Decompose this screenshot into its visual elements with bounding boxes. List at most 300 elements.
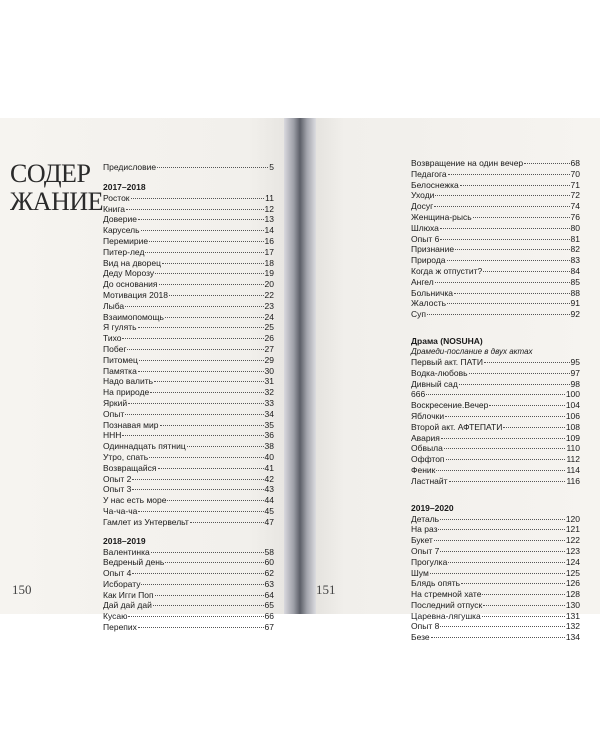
toc-entry-page: 108 <box>565 421 580 432</box>
toc-entry-page: 109 <box>565 432 580 443</box>
toc-entry <box>411 223 580 234</box>
toc-entry <box>103 517 274 528</box>
dot-leader <box>441 438 565 439</box>
dot-leader <box>427 314 570 315</box>
toc-entry <box>103 420 274 431</box>
toc-entry <box>411 298 580 309</box>
toc-entry <box>103 409 274 420</box>
toc-entry-title: Признание <box>411 244 455 255</box>
dot-leader <box>138 371 264 372</box>
toc-entry-page: 85 <box>570 276 580 287</box>
toc-entry-title: Опыт 6 <box>411 233 440 244</box>
toc-entry-page: 121 <box>565 524 580 535</box>
toc-entry-title: Досуг <box>411 201 434 212</box>
toc-entry <box>411 568 580 579</box>
toc-entry-title: Гамлет из Унтервельт <box>103 516 189 527</box>
toc-entry-page: 82 <box>570 244 580 255</box>
toc-entry <box>411 400 580 411</box>
toc-entry-page: 63 <box>264 578 274 589</box>
toc-entry-title: Ведреный день <box>103 557 165 568</box>
toc-entry-title: Взаимопомощь <box>103 311 164 322</box>
toc-entry <box>103 366 274 377</box>
dot-leader <box>159 284 264 285</box>
dot-leader <box>149 241 263 242</box>
toc-entry <box>103 376 274 387</box>
toc-entry-title: Вид на дворец <box>103 257 161 268</box>
toc-entry-page: 40 <box>264 451 274 462</box>
dot-leader <box>426 394 565 395</box>
spacer <box>411 487 580 495</box>
drama-subtitle: Драмеди-послание в двух актах <box>411 346 533 356</box>
toc-entry <box>103 247 274 258</box>
toc-entry-page: 91 <box>570 298 580 309</box>
toc-entry-page: 23 <box>264 300 274 311</box>
toc-entry-title: Блядь опять <box>411 578 461 589</box>
toc-entry <box>411 632 580 643</box>
toc-entry <box>103 344 274 355</box>
dot-leader <box>483 605 565 606</box>
dot-leader <box>436 470 565 471</box>
toc-entry-title: Водка-любовь <box>411 367 468 378</box>
toc-entry-title: На природе <box>103 387 150 398</box>
toc-entry-page: 66 <box>264 611 274 622</box>
toc-entry <box>103 312 274 323</box>
toc-entry-title: Возвращение на один вечер <box>411 158 524 168</box>
toc-entry-page: 126 <box>565 578 580 589</box>
toc-entry-page: 100 <box>565 389 580 400</box>
toc-entry-page: 128 <box>565 589 580 600</box>
dot-leader <box>503 427 564 428</box>
toc-entry <box>411 357 580 368</box>
toc-entry-title: Дивный сад <box>411 378 458 389</box>
toc-entry-page: 11 <box>265 192 274 203</box>
dot-leader <box>454 293 570 294</box>
dot-leader <box>127 349 263 350</box>
toc-entry-title: Опыт 8 <box>411 621 440 632</box>
toc-entry <box>411 600 580 611</box>
toc-entry-title: Суп <box>411 309 426 320</box>
toc-entry <box>411 201 580 212</box>
toc-entry-title: Больничка <box>411 287 454 298</box>
toc-entry-page: 80 <box>570 222 580 233</box>
toc-entry-page: 64 <box>264 589 274 600</box>
toc-entry <box>411 379 580 390</box>
dot-leader <box>132 573 263 574</box>
spacer <box>411 320 580 328</box>
toc-entry <box>103 214 274 225</box>
dot-leader <box>160 425 264 426</box>
dot-leader <box>435 282 570 283</box>
dot-leader <box>187 446 264 447</box>
toc-entry <box>411 433 580 444</box>
toc-entry-title: Первый акт. ПАТИ <box>411 356 483 367</box>
dot-leader <box>448 562 564 563</box>
toc-entry-title: Одиннадцать пятниц <box>103 441 186 452</box>
toc-entry-title: Второй акт. АФТЕПАТИ <box>411 421 503 432</box>
toc-entry-title: Последний отпуск <box>411 599 483 610</box>
dot-leader <box>155 595 264 596</box>
toc-entry-title: Ча-ча-ча <box>103 505 138 516</box>
toc-entry <box>103 484 274 495</box>
toc-entry-title: Утро, спать <box>103 451 149 462</box>
toc-entry-page: 12 <box>264 203 274 214</box>
toc-entry <box>103 430 274 441</box>
toc-entry-title: Женщина-рысь <box>411 211 472 222</box>
dot-leader <box>125 306 263 307</box>
book-gutter <box>284 118 316 614</box>
toc-entry-page: 13 <box>264 214 274 225</box>
toc-entry-title: 666 <box>411 389 426 400</box>
dot-leader <box>434 206 569 207</box>
toc-entry-page: 122 <box>565 535 580 546</box>
toc-entry-page: 104 <box>565 400 580 411</box>
toc-entry-page: 33 <box>264 397 274 408</box>
toc-entry-page: 62 <box>264 568 274 579</box>
toc-entry <box>103 225 274 236</box>
toc-entry-title: Доверие <box>103 214 137 225</box>
dot-leader <box>126 209 263 210</box>
dot-leader <box>524 163 569 164</box>
dot-leader <box>459 384 570 385</box>
toc-entry-page: 47 <box>264 516 274 527</box>
dot-leader <box>128 616 263 617</box>
toc-entry-title: Жалость <box>411 298 447 309</box>
toc-entry-page: 34 <box>264 408 274 419</box>
toc-entry-title: Уходи <box>411 190 435 201</box>
dot-leader <box>132 479 263 480</box>
toc-entry-title: Когда ж отпустит? <box>411 265 483 276</box>
toc-entry-title: Шлюха <box>411 222 439 233</box>
toc-entry <box>103 579 274 590</box>
dot-leader <box>141 584 263 585</box>
toc-entry-page: 5 <box>269 162 274 172</box>
toc-entry <box>103 268 274 279</box>
toc-entry <box>103 474 274 485</box>
dot-leader <box>122 435 263 436</box>
dot-leader <box>447 260 570 261</box>
toc-entry <box>411 422 580 433</box>
toc-entry-page: 32 <box>264 387 274 398</box>
dot-leader <box>482 616 565 617</box>
toc-entry <box>103 290 274 301</box>
toc-drama-entries <box>411 357 580 487</box>
toc-entry-title: Кусаю <box>103 611 128 622</box>
section-heading: 2017–2018 <box>103 181 146 192</box>
section-heading: 2018–2019 <box>103 535 146 546</box>
toc-entry-title: Воскресение.Вечер <box>411 400 489 411</box>
dot-leader <box>165 562 263 563</box>
toc-entry-title: Перепих <box>103 622 137 633</box>
dot-leader <box>167 500 263 501</box>
toc-entry-title: Карусель <box>103 225 140 236</box>
toc-entry-title: Опыт <box>103 408 125 419</box>
dot-leader <box>482 594 564 595</box>
toc-entry-title: Безе <box>411 632 430 643</box>
toc-entry <box>411 266 580 277</box>
toc-entry-page: 60 <box>264 557 274 568</box>
toc-entry-title: Валентинка <box>103 546 150 557</box>
dot-leader <box>445 416 565 417</box>
toc-entry <box>103 568 274 579</box>
toc-entry-page: 95 <box>570 356 580 367</box>
toc-entry-page: 74 <box>570 201 580 212</box>
toc-entry-title: Яркий <box>103 397 128 408</box>
dot-leader <box>483 271 569 272</box>
toc-entry <box>103 258 274 269</box>
toc-entry <box>411 546 580 557</box>
toc-entry-title: ННН <box>103 430 122 441</box>
toc-entry-title: Букет <box>411 535 433 546</box>
toc-entry-title: Педагога <box>411 168 447 179</box>
toc-entry <box>411 454 580 465</box>
toc-entry-page: 58 <box>264 546 274 557</box>
dot-leader <box>447 303 570 304</box>
dot-leader <box>145 252 263 253</box>
toc-entry-page: 72 <box>570 190 580 201</box>
toc-entry-title: Природа <box>411 255 446 266</box>
toc-entry-title: Опыт 2 <box>103 473 132 484</box>
toc-entry <box>103 463 274 474</box>
page-number-left: 150 <box>12 582 32 597</box>
toc-entry <box>103 495 274 506</box>
toc-entry <box>103 557 274 568</box>
toc-entry-page: 131 <box>565 610 580 621</box>
toc-entry-title: Книга <box>103 203 126 214</box>
toc-entry-title: Предисловие <box>103 162 157 172</box>
toc-entry <box>411 621 580 632</box>
toc-entry-title: Познавая мир <box>103 419 159 430</box>
toc-entry <box>411 277 580 288</box>
toc-entry-page: 35 <box>264 419 274 430</box>
toc-entry-title: Возвращайся <box>103 462 157 473</box>
toc-entry <box>103 236 274 247</box>
contents-title-line-1: СОДЕР <box>10 159 91 188</box>
toc-entry <box>411 309 580 320</box>
toc-entry <box>103 322 274 333</box>
dot-leader <box>440 228 570 229</box>
toc-entry-page: 134 <box>565 632 580 643</box>
toc-entry-title: Дай дай дай <box>103 600 152 611</box>
toc-entry-page: 24 <box>264 311 274 322</box>
toc-entry-page: 130 <box>565 599 580 610</box>
toc-entry-preface <box>103 162 274 174</box>
toc-entry <box>411 234 580 245</box>
toc-entry-title: У нас есть море <box>103 495 167 506</box>
toc-entry <box>103 355 274 366</box>
toc-entry-page: 125 <box>565 567 580 578</box>
toc-entry-page: 70 <box>570 168 580 179</box>
dot-leader <box>131 198 265 199</box>
toc-entry-page: 112 <box>566 454 580 465</box>
toc-entry-page: 116 <box>566 475 580 486</box>
dot-leader <box>444 448 566 449</box>
toc-entry-page: 36 <box>264 430 274 441</box>
toc-entry-title: Яблочки <box>411 410 445 421</box>
dot-leader <box>139 360 264 361</box>
toc-entry-title: Как Игги Поп <box>103 589 154 600</box>
page-number-right: 151 <box>316 582 336 597</box>
dot-leader <box>449 481 566 482</box>
toc-entry-title: Мотивация 2018 <box>103 289 168 300</box>
dot-leader <box>153 605 264 606</box>
section-heading-drama: Драма (NOSUHA) <box>411 335 483 346</box>
dot-leader <box>151 552 264 553</box>
toc-entry-page: 120 <box>565 513 580 524</box>
toc-entry <box>411 212 580 223</box>
dot-leader <box>440 519 565 520</box>
toc-entry-page: 42 <box>264 473 274 484</box>
toc-entry-page: 31 <box>264 376 274 387</box>
toc-entry-title: Опыт 4 <box>103 568 132 579</box>
toc-right-top-entries <box>411 158 580 320</box>
dot-leader <box>138 219 264 220</box>
toc-entry-page: 88 <box>570 287 580 298</box>
toc-entry-title: Надо валить <box>103 376 154 387</box>
dot-leader <box>149 457 263 458</box>
toc-entry-title: Опыт 3 <box>103 484 132 495</box>
toc-right-bottom-entries <box>411 514 580 644</box>
toc-entry-title: Оффтоп <box>411 454 445 465</box>
toc-entry-page: 44 <box>264 495 274 506</box>
dot-leader <box>125 414 263 415</box>
dot-leader <box>150 392 263 393</box>
dot-leader <box>128 403 263 404</box>
toc-entry-page: 19 <box>264 268 274 279</box>
dot-leader <box>190 522 264 523</box>
toc-entry <box>411 514 580 525</box>
toc-entry <box>411 476 580 487</box>
toc-entry-title: Деду Морозу <box>103 268 155 279</box>
dot-leader <box>446 459 566 460</box>
dot-leader <box>157 167 268 168</box>
dot-leader <box>438 529 564 530</box>
toc-entry-title: Исборату <box>103 578 141 589</box>
toc-entry-page: 83 <box>570 255 580 266</box>
dot-leader <box>448 174 570 175</box>
toc-entry-page: 65 <box>264 600 274 611</box>
toc-entry-title: Феник <box>411 464 436 475</box>
dot-leader <box>162 263 264 264</box>
toc-entry <box>103 204 274 215</box>
toc-entry <box>103 301 274 312</box>
dot-leader <box>440 551 565 552</box>
toc-entry <box>103 333 274 344</box>
dot-leader <box>154 381 263 382</box>
toc-entry <box>411 158 580 169</box>
toc-entry <box>411 180 580 191</box>
toc-entry-page: 81 <box>570 233 580 244</box>
toc-entry <box>103 452 274 463</box>
toc-entry-page: 67 <box>264 622 274 633</box>
toc-entry <box>103 622 274 633</box>
toc-entry-title: Росток <box>103 192 130 203</box>
toc-entry-page: 16 <box>264 235 274 246</box>
toc-entry <box>411 589 580 600</box>
toc-entry-page: 17 <box>264 246 274 257</box>
toc-left-column <box>103 162 274 633</box>
toc-entry-page: 29 <box>264 354 274 365</box>
section-heading-2019-2020: 2019–2020 <box>411 502 454 513</box>
toc-entry-title: Перемирие <box>103 235 149 246</box>
dot-leader <box>122 338 263 339</box>
toc-entry <box>411 524 580 535</box>
toc-entry <box>411 255 580 266</box>
toc-entry-page: 14 <box>264 225 274 236</box>
toc-entry-title: Питер-лед <box>103 246 145 257</box>
toc-entry-page: 132 <box>565 621 580 632</box>
dot-leader <box>461 583 565 584</box>
toc-entry-page: 25 <box>264 322 274 333</box>
toc-entry-title: Авария <box>411 432 440 443</box>
dot-leader <box>138 627 264 628</box>
toc-entry <box>411 535 580 546</box>
toc-entry-page: 114 <box>566 464 580 475</box>
toc-entry <box>411 611 580 622</box>
toc-entry-page: 92 <box>570 309 580 320</box>
toc-entry-title: Шум <box>411 567 429 578</box>
contents-title-line-2: ЖАНИЕ <box>10 187 104 216</box>
toc-entry-page: 97 <box>570 367 580 378</box>
toc-entry <box>411 443 580 454</box>
toc-entry-title: До основания <box>103 279 158 290</box>
toc-entry-page: 110 <box>566 443 580 454</box>
dot-leader <box>473 217 570 218</box>
dot-leader <box>455 249 569 250</box>
dot-leader <box>138 511 263 512</box>
toc-entry <box>411 244 580 255</box>
toc-entry-page: 106 <box>565 410 580 421</box>
toc-entry-page: 71 <box>570 179 580 190</box>
dot-leader <box>484 362 570 363</box>
dot-leader <box>431 637 565 638</box>
toc-left-sections <box>103 182 274 633</box>
toc-entry <box>103 600 274 611</box>
toc-entry-title: Обвыла <box>411 443 443 454</box>
toc-entry-page: 84 <box>570 265 580 276</box>
toc-entry-title: Побег <box>103 343 127 354</box>
toc-entry-page: 20 <box>264 279 274 290</box>
toc-entry <box>103 398 274 409</box>
toc-entry <box>411 411 580 422</box>
toc-entry-title: Питомец <box>103 354 138 365</box>
dot-leader <box>440 239 569 240</box>
dot-leader <box>469 373 570 374</box>
toc-entry-title: Памятка <box>103 365 137 376</box>
dot-leader <box>155 273 263 274</box>
toc-entry <box>411 557 580 568</box>
toc-entry-title: Ангел <box>411 276 434 287</box>
dot-leader <box>158 468 264 469</box>
toc-entry <box>103 590 274 601</box>
dot-leader <box>430 573 565 574</box>
dot-leader <box>460 185 570 186</box>
toc-entry <box>103 193 274 204</box>
toc-entry-title: Деталь <box>411 513 440 524</box>
toc-entry-page: 26 <box>264 333 274 344</box>
toc-entry-page: 18 <box>264 257 274 268</box>
toc-entry <box>103 441 274 452</box>
toc-entry <box>411 368 580 379</box>
toc-entry-page: 22 <box>264 289 274 300</box>
toc-entry <box>411 465 580 476</box>
toc-right-column <box>411 158 580 643</box>
toc-entry-page: 98 <box>570 378 580 389</box>
toc-entry <box>411 578 580 589</box>
toc-entry <box>411 190 580 201</box>
toc-entry-page: 76 <box>570 211 580 222</box>
toc-entry-page: 45 <box>264 505 274 516</box>
toc-entry-title: Опыт 7 <box>411 545 440 556</box>
